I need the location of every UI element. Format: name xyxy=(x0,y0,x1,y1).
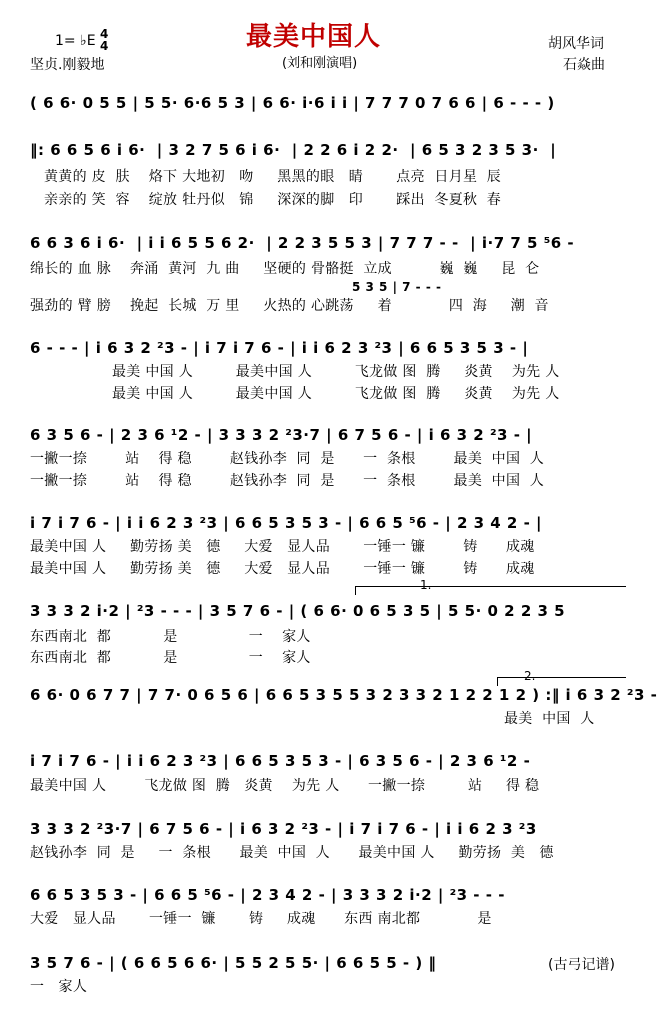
singer-credit: (刘和刚演唱) xyxy=(282,56,358,71)
volta-2-label: 2. xyxy=(524,669,536,683)
lyric-row-2-verse-2: 亲亲的 笑 容 绽放 牡丹似 锦 深深的脚 印 踩出 冬夏秋 春 xyxy=(44,192,502,208)
lyric-row-11: 大爱 显人品 一锤一 镰 铸 成魂 东西 南北都 是 xyxy=(30,911,492,927)
lyric-row-4-verse-2: 最美 中国 人 最美中国 人 飞龙做 图 腾 炎黄 为先 人 xyxy=(112,386,560,402)
lyric-row-6-verse-2: 最美中国 人 勤劳扬 美 德 大爱 显人品 一锤一 镰 铸 成魂 xyxy=(30,561,535,577)
key-signature: 1= ♭E xyxy=(55,33,96,49)
meter-top: 4 xyxy=(100,27,109,41)
lyric-row-12: 一 家人 xyxy=(30,979,88,995)
notation-row-12: 3 5 7 6 - | ( 6 6 5 6 6· | 5 5 2 5 5· | 6 6 5 5 - ) ‖ xyxy=(30,954,437,972)
notation-row-5: 6 3 5 6 - | 2 3 6 ¹2 - | 3 3 3 2 ²3·7 | 6 7 5 6 - | i 6 3 2 ²3 - | xyxy=(30,426,533,444)
notation-row-6: i 7 i 7 6 - | i i 6 2 3 ²3 | 6 6 5 3 5 3 - | 6 6 5 ⁵6 - | 2 3 4 2 - | xyxy=(30,514,543,532)
notation-row-7: 3 3 3 2 i·2 | ²3 - - - | 3 5 7 6 - | ( 6 6· 0 6 5 3 5 | 5 5· 0 2 2 3 5 xyxy=(30,602,566,620)
alternate-ending-notes: 5 3 5 | 7 - - - xyxy=(352,280,442,294)
lyric-row-4-verse-1: 最美 中国 人 最美中国 人 飞龙做 图 腾 炎黄 为先 人 xyxy=(112,364,560,380)
notation-row-2: ‖: 6 6 5 6 i 6· | 3 2 7 5 6 i 6· | 2 2 6 i 2 2· | 6 5 3 2 3 5 3· | xyxy=(30,141,557,159)
volta-bracket-1 xyxy=(355,586,626,595)
lyric-row-5-verse-2: 一撇一捺 站 得 稳 赵钱孙李 同 是 一 条根 最美 中国 人 xyxy=(30,473,545,489)
notation-row-3: 6 6 3 6 i 6· | i i 6 5 5 6 2· | 2 2 3 5 5 3 | 7 7 7 - - | i·7 7 5 ⁵6 - xyxy=(30,234,575,252)
lyric-row-9: 最美中国 人 飞龙做 图 腾 炎黄 为先 人 一撇一捺 站 得 稳 xyxy=(30,778,540,794)
lyric-row-2-verse-1: 黄黄的 皮 肤 烙下 大地初 吻 黑黑的眼 睛 点亮 日月星 辰 xyxy=(44,169,502,185)
volta-1-label: 1. xyxy=(420,578,432,592)
lyric-row-7-verse-2: 东西南北 都 是 一 家人 xyxy=(30,650,311,666)
composer-credit: 石焱曲 xyxy=(563,57,605,73)
transcription-credit: (古弓记谱) xyxy=(548,957,615,973)
lyric-row-3-verse-1: 绵长的 血 脉 奔涌 黄河 九 曲 坚硬的 骨骼挺 立成 巍 巍 昆 仑 xyxy=(30,261,540,277)
lyric-row-10: 赵钱孙李 同 是 一 条根 最美 中国 人 最美中国 人 勤劳扬 美 德 xyxy=(30,845,554,861)
notation-row-9: i 7 i 7 6 - | i i 6 2 3 ²3 | 6 6 5 3 5 3 - | 6 3 5 6 - | 2 3 6 ¹2 - xyxy=(30,752,531,770)
lyric-row-3-verse-2: 强劲的 臂 膀 挽起 长城 万 里 火热的 心跳荡 着 四 海 潮 音 xyxy=(30,298,549,314)
volta-bracket-2 xyxy=(497,677,626,686)
notation-row-8: 6 6· 0 6 7 7 | 7 7· 0 6 5 6 | 6 6 5 3 5 5 3 2 3 3 2 1 2 2 1 2 ) :‖ i 6 3 2 ²3 - xyxy=(30,686,657,704)
time-signature xyxy=(100,28,108,52)
notation-row-10: 3 3 3 2 ²3·7 | 6 7 5 6 - | i 6 3 2 ²3 - | i 7 i 7 6 - | i i 6 2 3 ²3 xyxy=(30,820,537,838)
expression-marking: 坚贞.刚毅地 xyxy=(30,57,105,73)
notation-row-11: 6 6 5 3 5 3 - | 6 6 5 ⁵6 - | 2 3 4 2 - | 3 3 3 2 i·2 | ²3 - - - xyxy=(30,886,505,904)
meter-bottom: 4 xyxy=(100,39,109,53)
lyric-row-7-verse-1: 东西南北 都 是 一 家人 xyxy=(30,629,311,645)
lyricist-credit: 胡风华词 xyxy=(548,36,604,52)
lyric-row-5-verse-1: 一撇一捺 站 得 稳 赵钱孙李 同 是 一 条根 最美 中国 人 xyxy=(30,451,545,467)
lyric-row-6-verse-1: 最美中国 人 勤劳扬 美 德 大爱 显人品 一锤一 镰 铸 成魂 xyxy=(30,539,535,555)
notation-row-1: ( 6 6· 0 5 5 | 5 5· 6·6 5 3 | 6 6· i·6 i i | 7 7 7 0 7 6 6 | 6 - - - ) xyxy=(30,94,555,112)
lyric-row-8: 最美 中国 人 xyxy=(504,711,595,727)
song-title: 最美中国人 xyxy=(246,22,382,52)
notation-row-4: 6 - - - | i 6 3 2 ²3 - | i 7 i 7 6 - | i i 6 2 3 ²3 | 6 6 5 3 5 3 - | xyxy=(30,339,529,357)
